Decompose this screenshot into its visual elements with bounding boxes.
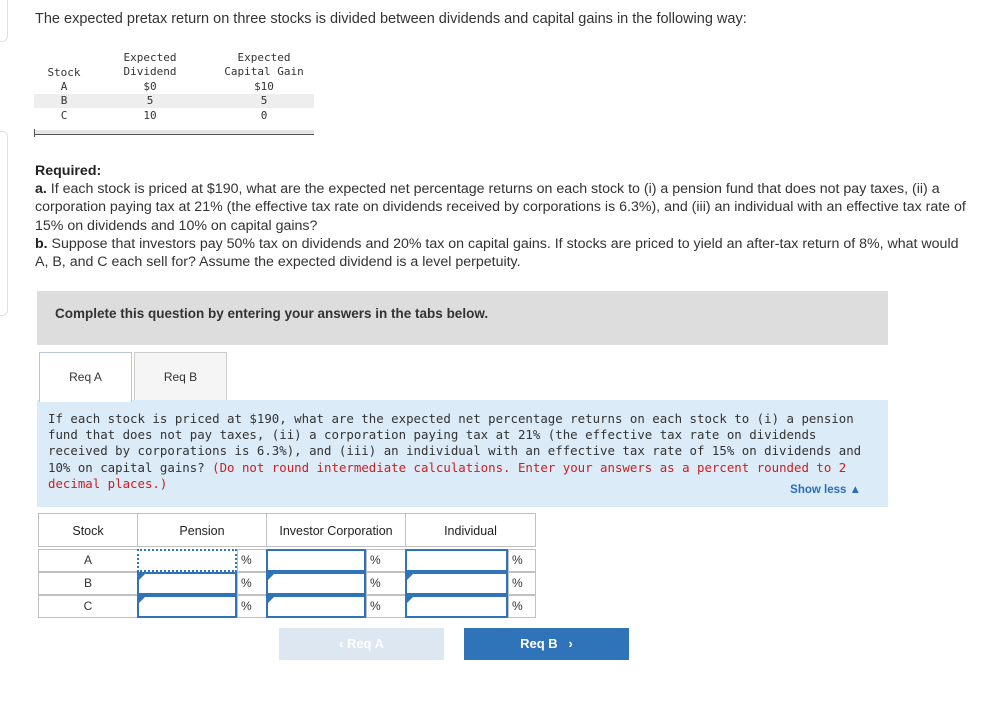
question-body: If each stock is priced at $190, what are the expected net percentage returns on each stock to (i) a pension fund that does not pay taxes, (ii) a corporation paying tax at 21% (the effective tax rate on dividends received by corporations is 6.3%), and (iii) an individual with an effective tax rate of 15% on dividends and 10% on capital gains? [48, 411, 862, 475]
dividend-value: 5 [146, 94, 154, 107]
question-note: (Do not round intermediate calculations. Enter your answers as a percent rounded to 2 decimal places.) [48, 459, 847, 491]
required-section [35, 162, 970, 271]
next-button-label: Req B [520, 636, 558, 651]
gain-value: $10 [254, 80, 274, 93]
percent-label: % [508, 572, 536, 595]
corporation-input-c[interactable] [266, 595, 366, 618]
requirement-b-label: b. [35, 235, 48, 252]
chevron-right-icon: › [557, 636, 573, 651]
tab-req-a[interactable]: Req A [39, 352, 132, 402]
header-gain-line1: Expected [237, 51, 291, 64]
show-less-label: Show less [790, 484, 847, 496]
input-marker-icon [139, 597, 145, 603]
pension-input-c[interactable] [137, 595, 237, 618]
question-panel [37, 400, 888, 507]
requirement-a-label: a. [35, 181, 47, 198]
tab-req-b[interactable]: Req B [134, 352, 227, 400]
individual-input-b[interactable] [405, 572, 508, 595]
dividend-value: 10 [143, 109, 157, 122]
header-individual: Individual [405, 513, 536, 547]
requirement-a [35, 180, 970, 235]
requirement-b [35, 235, 970, 271]
header-investor-corporation: Investor Corporation [266, 513, 406, 547]
requirement-a-text: If each stock is priced at $190, what are the expected net percentage returns on each stock to (i) a pension fund that does not pay taxes, (ii) a corporation paying tax at 21% (the effective tax rate on dividends received by corporations is 6.3%), and (iii) an individual with an effective tax rate of 15% on dividends and 10% on capital gains? [35, 181, 966, 234]
corporation-input-a[interactable] [266, 549, 366, 572]
page-edge-decoration [0, 131, 8, 316]
percent-label: % [237, 549, 267, 572]
input-marker-icon [268, 574, 274, 580]
individual-input-c[interactable] [405, 595, 508, 618]
instruction-text: Complete this question by entering your answers in the tabs below. [55, 306, 489, 321]
header-dividend-line1: Expected [123, 51, 177, 64]
percent-label: % [366, 572, 406, 595]
input-marker-icon [407, 574, 413, 580]
requirement-b-text: Suppose that investors pay 50% tax on dividends and 20% tax on capital gains. If stocks are priced to yield an after-tax return of 8%, what would A, B, and C each sell for? Assume the expected dividend is a level perpetuity. [35, 235, 959, 271]
table-row [34, 94, 314, 108]
instruction-banner [37, 291, 888, 345]
dividend-value: $0 [143, 80, 157, 93]
table-row [34, 109, 314, 123]
chevron-left-icon: ‹ [338, 636, 347, 651]
gain-value: 0 [260, 109, 268, 122]
header-stock: Stock [38, 513, 138, 547]
show-less-link[interactable] [790, 484, 861, 496]
triangle-up-icon: ▲ [846, 484, 861, 496]
header-pension: Pension [137, 513, 267, 547]
percent-label: % [366, 595, 406, 618]
pension-input-b[interactable] [137, 572, 237, 595]
percent-label: % [366, 549, 406, 572]
percent-label: % [508, 549, 536, 572]
table-left-marker [34, 129, 35, 137]
stock-label: A [38, 549, 138, 572]
percent-label: % [237, 572, 267, 595]
header-dividend-line2: Dividend [123, 65, 177, 78]
prev-button-label: Req A [346, 636, 385, 651]
stock-label: A [60, 80, 68, 93]
stock-label: B [38, 572, 138, 595]
stock-label: C [38, 595, 138, 618]
prev-req-a-button[interactable] [279, 628, 444, 660]
required-title: Required: [35, 163, 102, 179]
table-row [34, 80, 314, 94]
pension-input-a[interactable] [137, 549, 237, 572]
percent-label: % [508, 595, 536, 618]
question-text [48, 411, 883, 492]
input-marker-icon [268, 597, 274, 603]
page-edge-decoration [0, 0, 8, 42]
percent-label: % [237, 595, 267, 618]
stock-label: B [60, 94, 68, 107]
header-gain-line2: Capital Gain [224, 65, 304, 78]
input-marker-icon [407, 597, 413, 603]
next-req-b-button[interactable] [464, 628, 629, 660]
header-stock: Stock [47, 66, 81, 79]
dividend-table-header [34, 50, 314, 80]
input-marker-icon [139, 574, 145, 580]
individual-input-a[interactable] [405, 549, 508, 572]
corporation-input-b[interactable] [266, 572, 366, 595]
stock-label: C [60, 109, 68, 122]
gain-value: 5 [260, 94, 268, 107]
intro-text: The expected pretax return on three stocks is divided between dividends and capital gains in the following way: [35, 11, 747, 27]
table-bottom-rule [34, 130, 314, 135]
